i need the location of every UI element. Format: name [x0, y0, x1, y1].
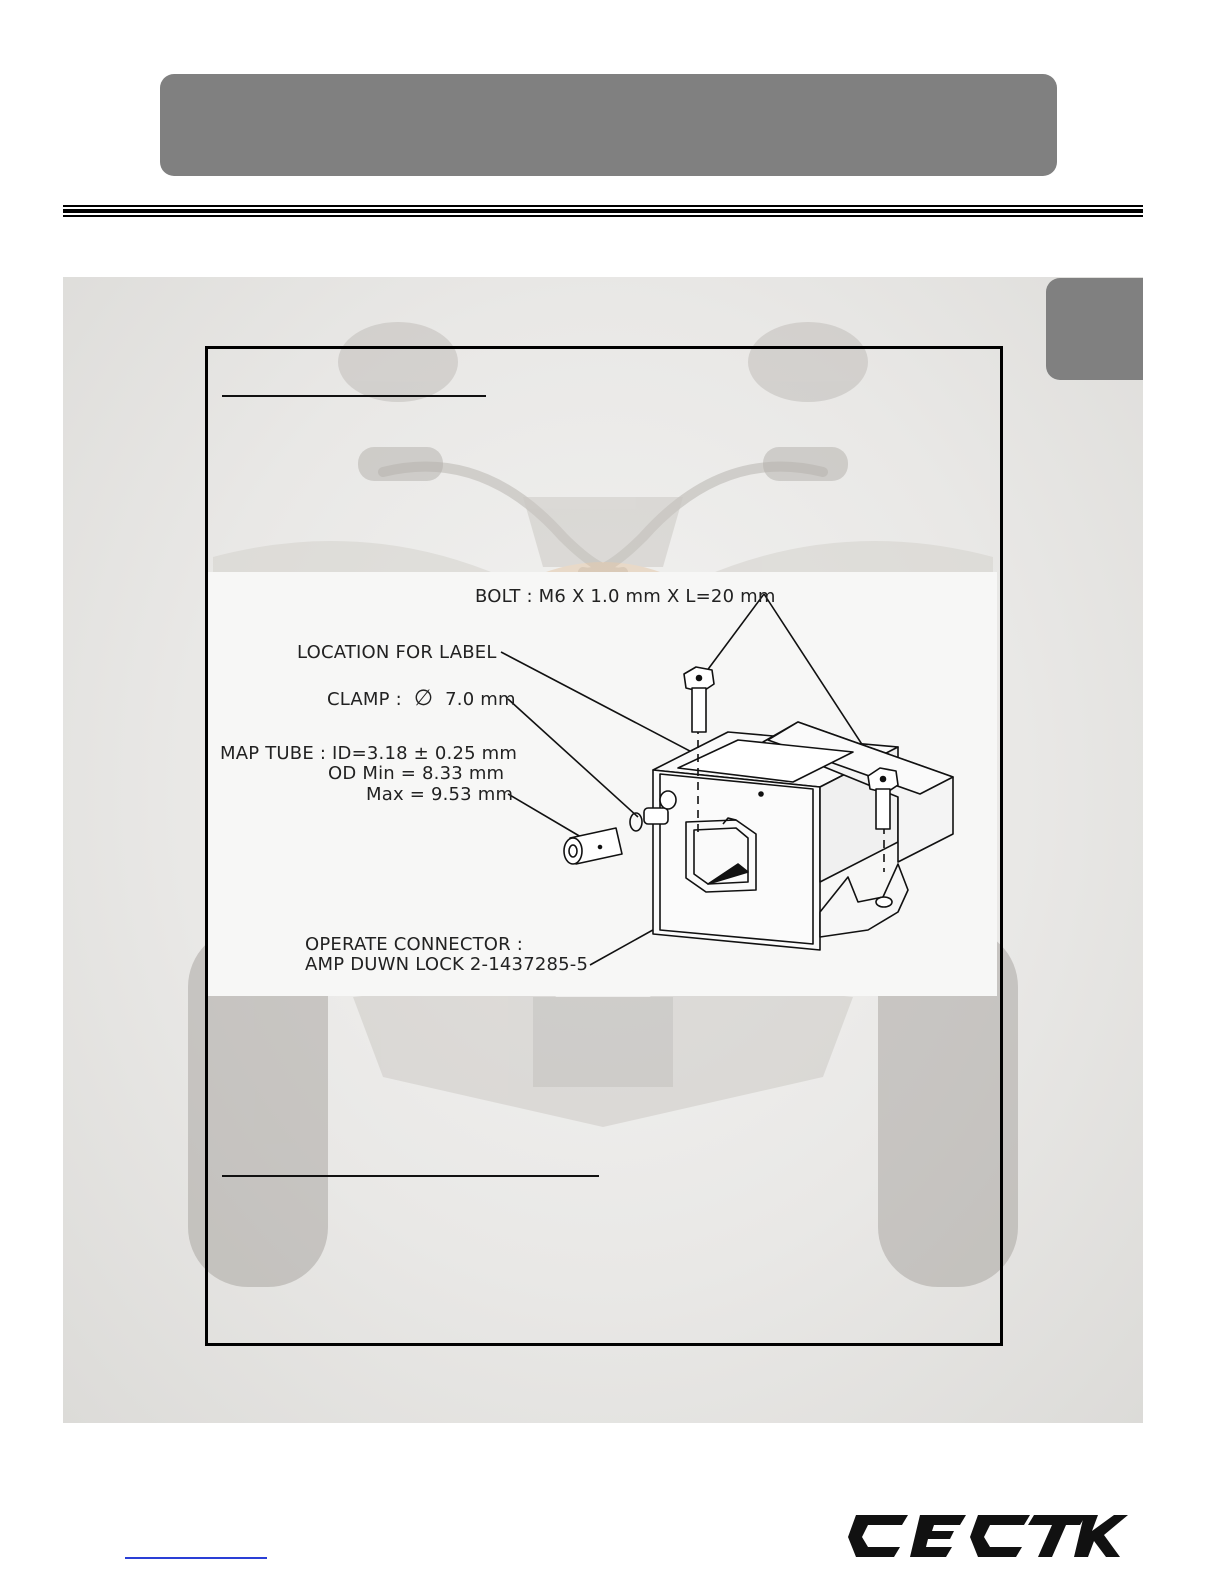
header-rule	[63, 209, 1143, 213]
header-rule	[63, 215, 1143, 217]
map-tube-label-line2: OD Min = 8.33 mm	[328, 763, 505, 784]
bolt-label: BOLT : M6 X 1.0 mm X L=20 mm	[475, 586, 776, 607]
location-for-label-label: LOCATION FOR LABEL	[297, 642, 497, 663]
map-tube-label-line3: Max = 9.53 mm	[366, 784, 514, 805]
clamp-prefix: CLAMP :	[327, 689, 402, 710]
ecu-diagram	[208, 572, 997, 996]
map-tube-label-line1: MAP TUBE : ID=3.18 ± 0.25 mm	[220, 743, 518, 764]
connector-label-line2: AMP DUWN LOCK 2-1437285-5	[305, 954, 589, 975]
clamp-value: 7.0 mm	[445, 689, 516, 710]
footer-link-underline[interactable]	[125, 1557, 267, 1559]
clamp-label	[327, 686, 516, 711]
header-bar	[160, 74, 1057, 176]
section-tab	[1046, 278, 1143, 380]
brand-logo	[848, 1511, 1128, 1561]
section-heading-underline	[222, 1175, 599, 1177]
connector-label-line1: OPERATE CONNECTOR :	[305, 934, 524, 955]
section-heading-underline	[222, 395, 486, 397]
header-rule	[63, 205, 1143, 207]
diameter-icon: ∅	[413, 686, 434, 711]
